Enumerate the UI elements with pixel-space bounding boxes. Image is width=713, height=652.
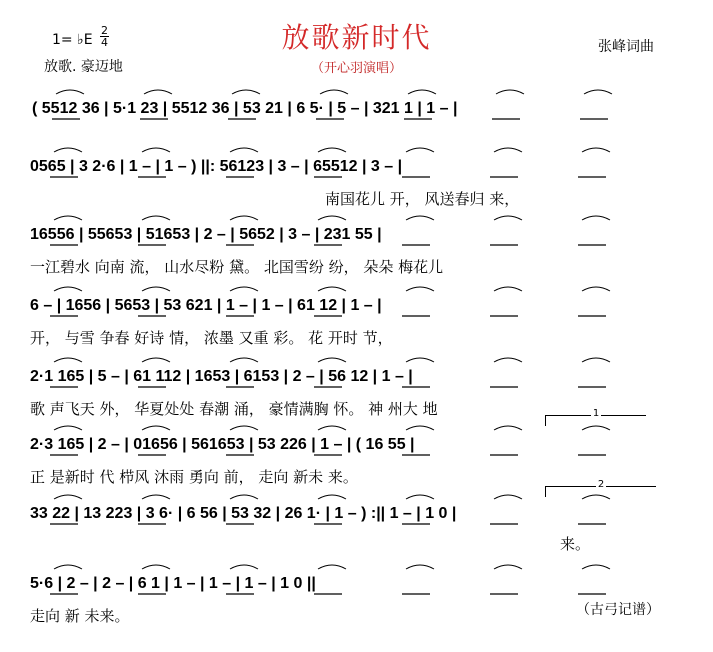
- slur: [406, 216, 434, 220]
- slur: [232, 90, 260, 94]
- slur: [582, 565, 610, 569]
- slur: [230, 495, 258, 499]
- slur: [494, 287, 522, 291]
- slur: [142, 358, 170, 362]
- transcriber-note: （古弓记谱）: [576, 602, 660, 618]
- slur: [54, 495, 82, 499]
- volta-2-bracket: 2: [545, 486, 656, 497]
- lyric-line: 开， 与雪 争春 好诗 情， 浓墨 又重 彩。 花 开时 节，: [30, 329, 393, 347]
- slur: [406, 287, 434, 291]
- time-signature: [100, 25, 109, 48]
- slur: [54, 216, 82, 220]
- lyric-line: 歌 声飞天 外， 华夏处处 春潮 涌， 豪情满胸 怀。 神 州大 地: [30, 400, 438, 418]
- slur: [408, 90, 436, 94]
- time-signature-bottom: 4: [101, 36, 108, 49]
- slur: [318, 565, 346, 569]
- slur: [406, 565, 434, 569]
- slur: [496, 90, 524, 94]
- notation-line: 2·3 165 | 2 – | 01656 | 561653 | 53 226 | 1 – | ( 16 55 |: [30, 436, 415, 453]
- slur: [142, 216, 170, 220]
- slur: [406, 358, 434, 362]
- notation-line: 16556 | 55653 | 51653 | 2 – | 5652 | 3 – | 231 55 |: [30, 226, 382, 243]
- volta-2-lyric: 来。: [560, 535, 591, 553]
- lyric-line: 一江碧水 向南 流， 山水尽粉 黛。 北国雪纷 纷， 朵朵 梅花儿: [30, 258, 444, 276]
- lyric-line: 南国花儿 开， 风送春归 来，: [325, 190, 520, 208]
- slur: [56, 90, 84, 94]
- slur: [54, 358, 82, 362]
- slur: [142, 495, 170, 499]
- slur: [144, 90, 172, 94]
- performer-note: （开心羽演唱）: [310, 61, 402, 76]
- slur: [142, 148, 170, 152]
- slur: [318, 216, 346, 220]
- slur: [582, 358, 610, 362]
- slur: [54, 148, 82, 152]
- slur: [230, 216, 258, 220]
- slur: [406, 148, 434, 152]
- slur: [318, 426, 346, 430]
- composer-credit: 张峰词曲: [598, 39, 654, 55]
- slur: [142, 287, 170, 291]
- slur: [584, 90, 612, 94]
- notation-line: ( 5512 36 | 5·1 23 | 5512 36 | 53 21 | 6 5· | 5 – | 321 1 | 1 – |: [32, 100, 458, 117]
- slur: [230, 287, 258, 291]
- slur: [318, 287, 346, 291]
- notation-line: 33 22 | 13 223 | 3 6· | 6 56 | 53 32 | 26 1· | 1 – ) :|| 1 – | 1 0 |: [30, 505, 457, 522]
- slur: [54, 426, 82, 430]
- slur: [494, 216, 522, 220]
- slur: [318, 358, 346, 362]
- slur: [494, 426, 522, 430]
- slur: [494, 565, 522, 569]
- slur: [582, 148, 610, 152]
- slur: [142, 426, 170, 430]
- notation-line: 5·6 | 2 – | 2 – | 6 1 | 1 – | 1 – | 1 – | 1 0 ||: [30, 575, 316, 592]
- slur: [494, 358, 522, 362]
- volta-1-bracket: 1: [545, 415, 646, 426]
- slur: [494, 495, 522, 499]
- slur: [320, 90, 348, 94]
- song-title: 放歌新时代: [281, 21, 432, 54]
- slur: [406, 495, 434, 499]
- tempo-marking: 放歌. 豪迈地: [44, 59, 123, 75]
- notation-line: 6 – | 1656 | 5653 | 53 621 | 1 – | 1 – | 61 12 | 1 – |: [30, 297, 382, 314]
- slur: [582, 287, 610, 291]
- slur: [406, 426, 434, 430]
- time-signature-top: 2: [101, 24, 108, 37]
- slur: [230, 426, 258, 430]
- slur: [318, 148, 346, 152]
- lyric-line: 正 是新时 代 栉风 沐雨 勇向 前， 走向 新未 来。: [30, 468, 358, 486]
- slur: [318, 495, 346, 499]
- slur: [230, 565, 258, 569]
- slur: [230, 148, 258, 152]
- slur: [54, 565, 82, 569]
- slur: [230, 358, 258, 362]
- notation-line: 2·1 165 | 5 – | 61 112 | 1653 | 6153 | 2 – | 56 12 | 1 – |: [30, 368, 413, 385]
- slur: [582, 216, 610, 220]
- notation-line: 0565 | 3 2·6 | 1 – | 1 – ) ||: 56123 | 3 – | 65512 | 3 – |: [30, 158, 403, 175]
- slur: [142, 565, 170, 569]
- lyric-line: 走向 新 未来。: [30, 607, 130, 625]
- slur: [54, 287, 82, 291]
- slur: [494, 148, 522, 152]
- key-signature: 1= ♭E: [52, 32, 93, 48]
